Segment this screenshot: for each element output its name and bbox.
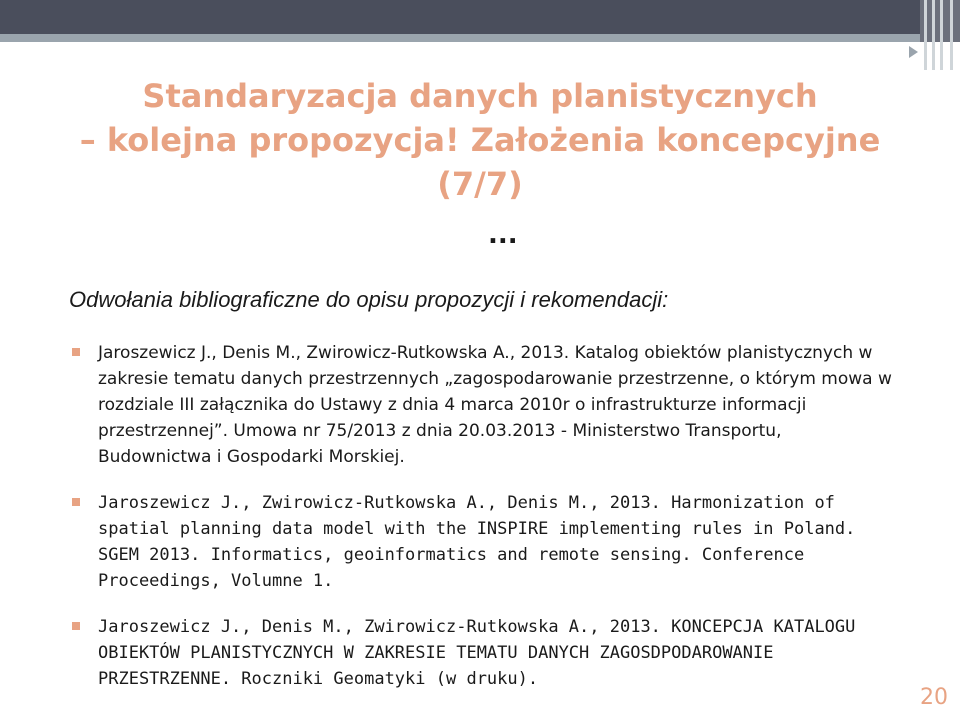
square-bullet-icon [72, 622, 80, 630]
corner-stripes [920, 0, 960, 70]
top-bar [0, 0, 960, 34]
square-bullet-icon [72, 498, 80, 506]
reference-item [72, 340, 892, 470]
reference-text: Jaroszewicz J., Denis M., Zwirowicz-Rutkowska A., 2013. KONCEPCJA KATALOGU OBIEKTÓW PLANISTYCZNYCH W ZAKRESIE TEMATU DANYCH ZAGOSDPODAROWANIE PRZESTRZENNE. Roczniki Geomatyki (w druku). [98, 617, 856, 689]
triangle-marker-icon [909, 46, 918, 58]
page-number: 20 [920, 685, 948, 710]
top-bar-stripe [0, 34, 960, 42]
title-line-3: (7/7) [437, 165, 523, 203]
square-bullet-icon [72, 348, 80, 356]
reference-item [72, 614, 892, 692]
slide-title [60, 74, 900, 206]
reference-list [72, 340, 892, 692]
reference-text: Jaroszewicz J., Denis M., Zwirowicz-Rutkowska A., 2013. Katalog obiektów planistycznych w zakresie tematu danych przestrzennych „zagospodarowanie przestrzenne, o którym mowa w rozdziale III załącznika do Ustawy z dnia 4 marca 2010r o infrastrukturze informacji przestrzennej”. Umowa nr 75/2013 z dnia 20.03.2013 - Ministerstwo Transportu, Budownictwa i Gospodarki Morskiej. [98, 343, 892, 467]
reference-item [72, 490, 892, 594]
intro-heading: Odwołania bibliograficzne do opisu propozycji i rekomendacji: [69, 287, 669, 312]
ellipsis: ... [488, 220, 518, 250]
title-line-2: – kolejna propozycja! Założenia koncepcyjne [79, 121, 881, 159]
title-line-1: Standaryzacja danych planistycznych [142, 77, 818, 115]
reference-text: Jaroszewicz J., Zwirowicz-Rutkowska A., Denis M., 2013. Harmonization of spatial planning data model with the INSPIRE implementing rules in Poland. SGEM 2013. Informatics, geoinformatics and remote sensing. Conference Proceedings, Volumne 1. [98, 493, 856, 591]
